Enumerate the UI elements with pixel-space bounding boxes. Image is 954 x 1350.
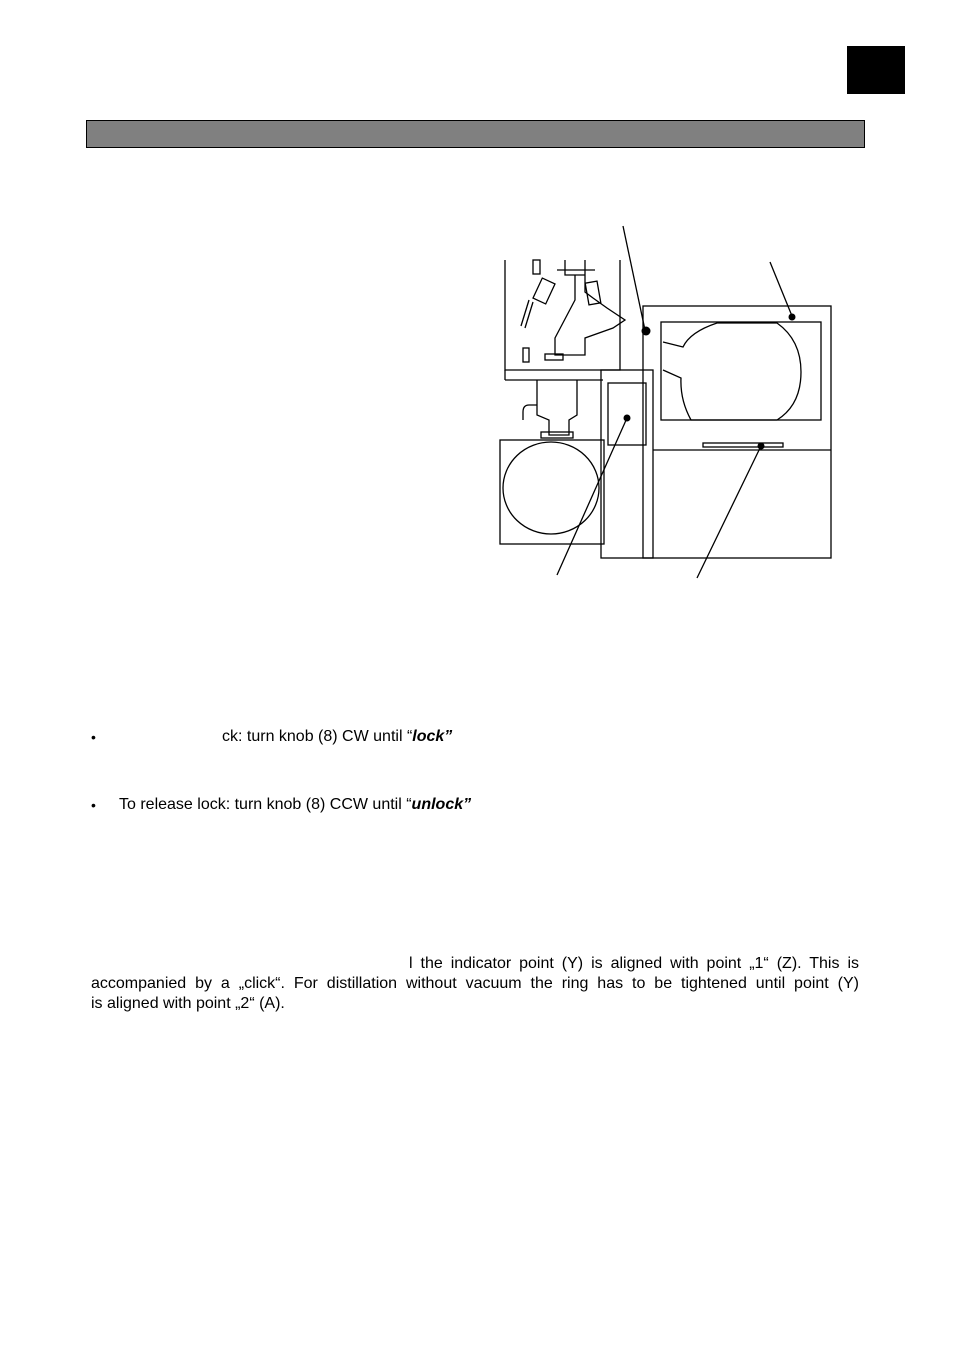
receiving-flask xyxy=(503,442,599,534)
evaporating-flask xyxy=(663,323,801,420)
section-header-bar xyxy=(86,120,865,148)
bath-handle xyxy=(703,443,783,447)
bullet-icon: • xyxy=(91,797,96,813)
center-column xyxy=(601,370,653,558)
callout-dot-knob xyxy=(642,327,651,336)
section-tab-marker xyxy=(847,46,905,94)
glass-assembly xyxy=(555,260,625,355)
callout-dot-panel xyxy=(624,415,631,422)
receiving-flask-neck xyxy=(537,380,577,435)
instruction-unlock-text: To release lock: turn knob (8) CCW until “unlock” xyxy=(119,796,472,813)
alignment-paragraph xyxy=(91,954,859,1014)
paragraph-line-1: l the indicator point (Y) is aligned with point „1“ (Z). This is xyxy=(409,955,859,972)
rotary-evaporator-diagram xyxy=(495,220,840,585)
receiving-flask-housing xyxy=(500,440,604,544)
paragraph-line-2: accompanied by a „click“. For distillation without vacuum the ring has to be tightened until point (Y) xyxy=(91,975,859,992)
control-panel xyxy=(608,383,646,445)
instruction-lock-text: ck: turn knob (8) CW until “lock” xyxy=(222,728,453,745)
callout-dot-bath xyxy=(789,314,796,321)
bullet-icon: • xyxy=(91,729,96,745)
paragraph-line-3: is aligned with point „2“ (A). xyxy=(91,995,285,1012)
callout-dot-handle xyxy=(758,443,765,450)
